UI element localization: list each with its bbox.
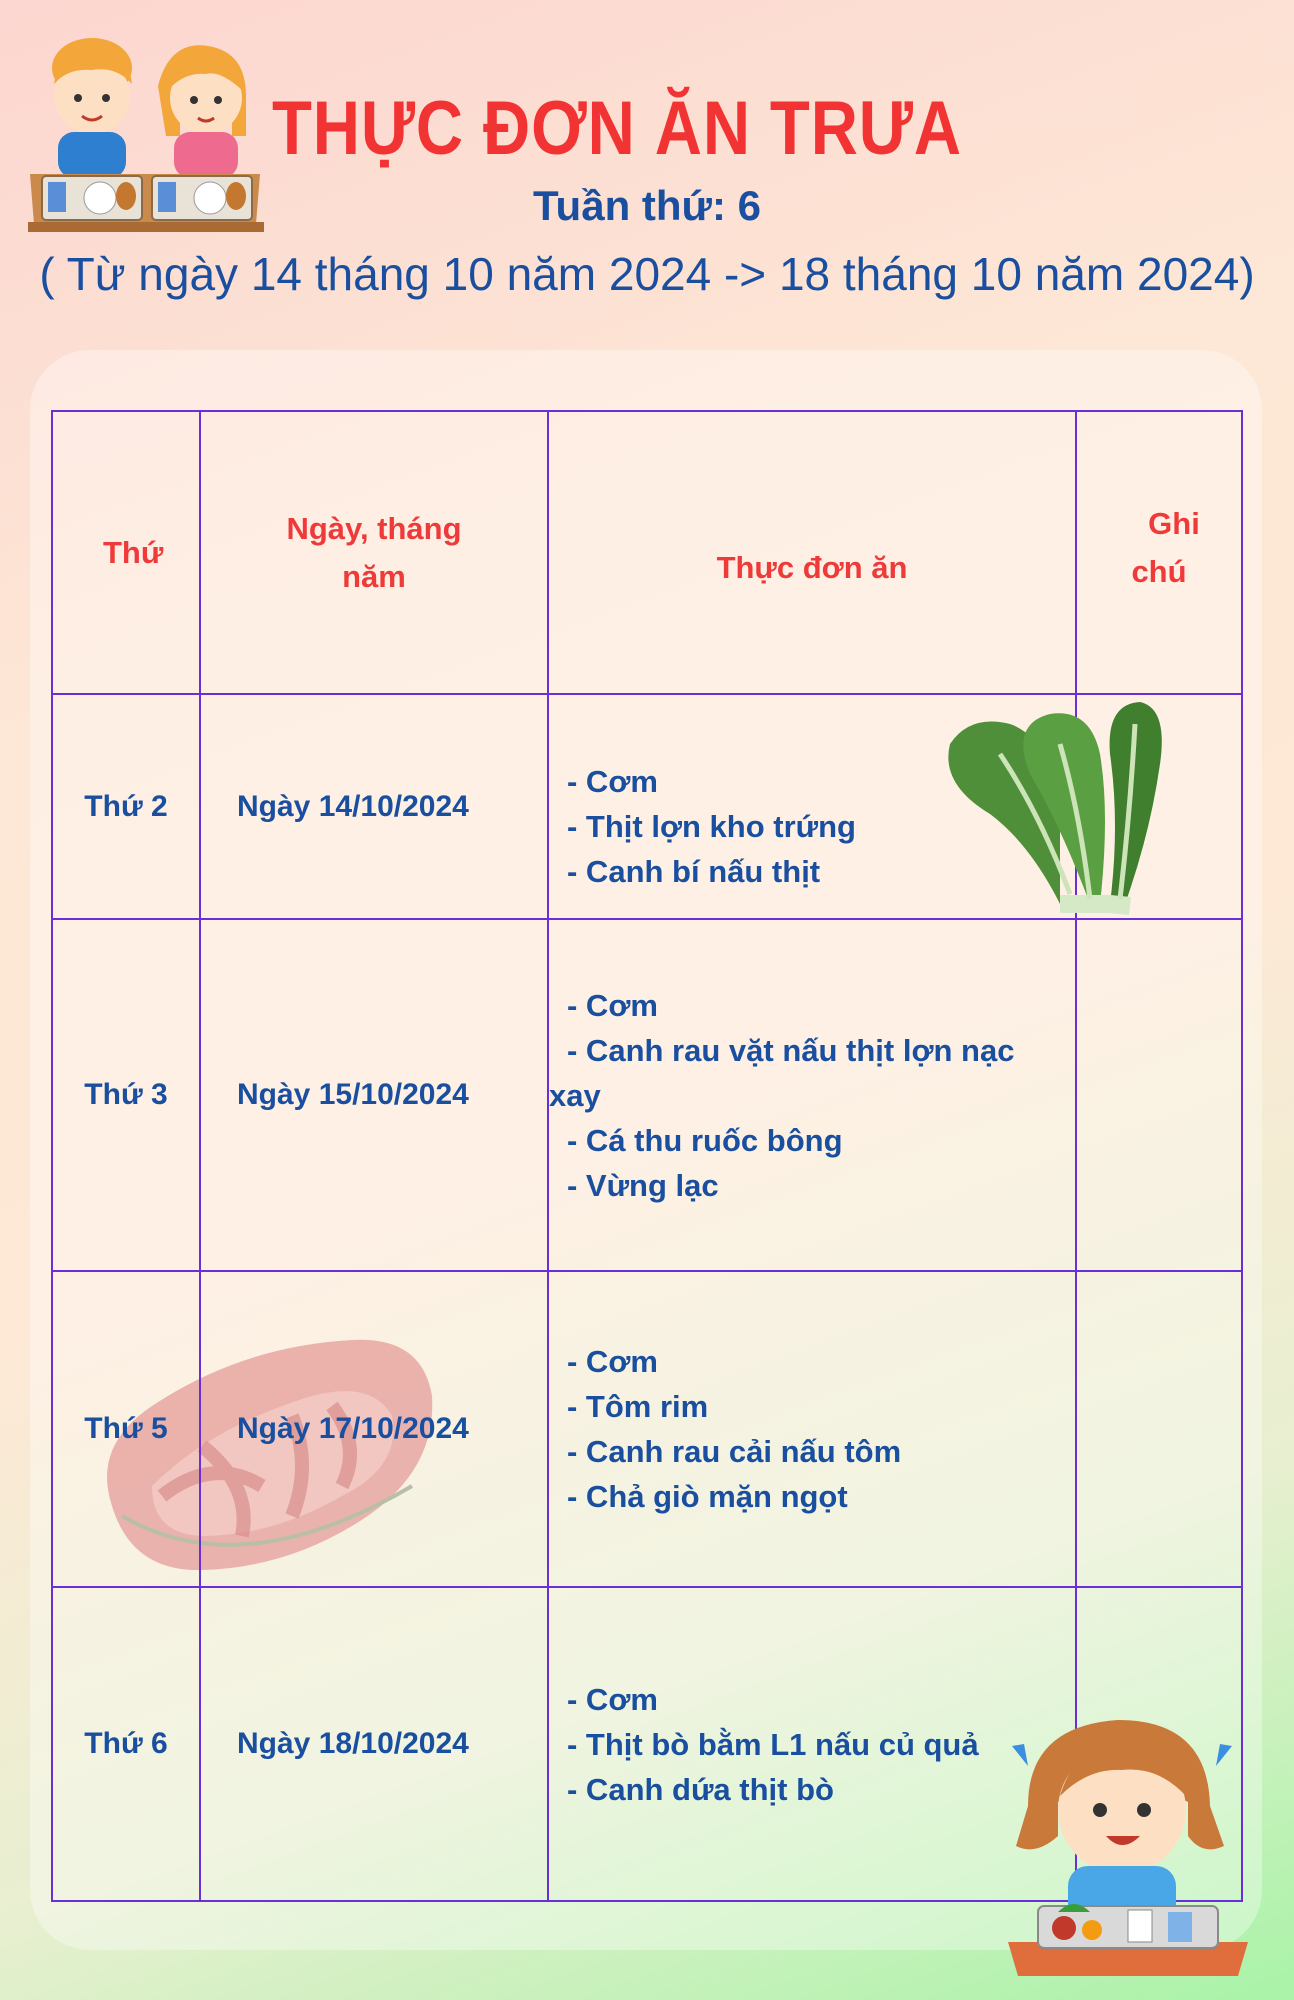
menu-item: - Tôm rim: [567, 1389, 709, 1424]
header-date-line2: năm: [342, 558, 406, 594]
table-header-row: [52, 411, 1242, 694]
table-row: [52, 1271, 1242, 1587]
leafy-greens-icon: [940, 694, 1170, 916]
row-menu: [548, 1271, 1076, 1587]
header-note: [1076, 411, 1242, 694]
row-day: Thứ 5: [52, 1271, 200, 1587]
row-date: Ngày 18/10/2024: [200, 1587, 548, 1901]
row-day: Thứ 6: [52, 1587, 200, 1901]
row-note: [1076, 919, 1242, 1271]
row-date: Ngày 15/10/2024: [200, 919, 548, 1271]
row-menu: [548, 919, 1076, 1271]
menu-item: - Canh rau vặt nấu thịt lợn nạc: [567, 1032, 1015, 1068]
header-date: [200, 411, 548, 694]
row-date: Ngày 14/10/2024: [200, 694, 548, 919]
menu-table: [51, 410, 1243, 1902]
girl-lunch-tray-icon: [988, 1706, 1268, 1984]
row-date: Ngày 17/10/2024: [200, 1271, 548, 1587]
week-number: Tuần thứ: 6: [533, 182, 761, 229]
menu-item: - Chả giò mặn ngọt: [567, 1479, 848, 1514]
header-date-line1: Ngày, tháng: [286, 510, 462, 546]
menu-item: - Cá thu ruốc bông: [567, 1122, 843, 1158]
row-note: [1076, 1271, 1242, 1587]
menu-item: - Cơm: [567, 764, 658, 799]
menu-item: - Cơm: [567, 1344, 658, 1379]
row-day: Thứ 2: [52, 694, 200, 919]
menu-item: - Thịt lợn kho trứng: [567, 809, 856, 844]
header-menu: Thực đơn ăn: [548, 411, 1076, 694]
menu-item: - Cơm: [567, 1681, 658, 1717]
header-note-line2: chú: [1131, 553, 1187, 589]
menu-item: - Canh rau cải nấu tôm: [567, 1434, 902, 1469]
menu-item: - Canh dứa thịt bò: [567, 1771, 834, 1807]
menu-item: xay: [549, 1077, 601, 1113]
header-note-line1: Ghi: [1148, 505, 1200, 541]
date-range: ( Từ ngày 14 tháng 10 năm 2024 -> 18 tháng 10 năm 2024): [39, 248, 1255, 300]
menu-item: - Cơm: [567, 987, 658, 1023]
menu-item: - Vừng lạc: [567, 1167, 719, 1203]
table-row: [52, 919, 1242, 1271]
header-day: Thứ: [52, 411, 200, 694]
row-day: Thứ 3: [52, 919, 200, 1271]
menu-item: - Canh bí nấu thịt: [567, 854, 821, 889]
menu-item: - Thịt bò bằm L1 nấu củ quả: [567, 1726, 979, 1762]
page-title: THỰC ĐƠN ĂN TRƯA: [272, 86, 962, 171]
